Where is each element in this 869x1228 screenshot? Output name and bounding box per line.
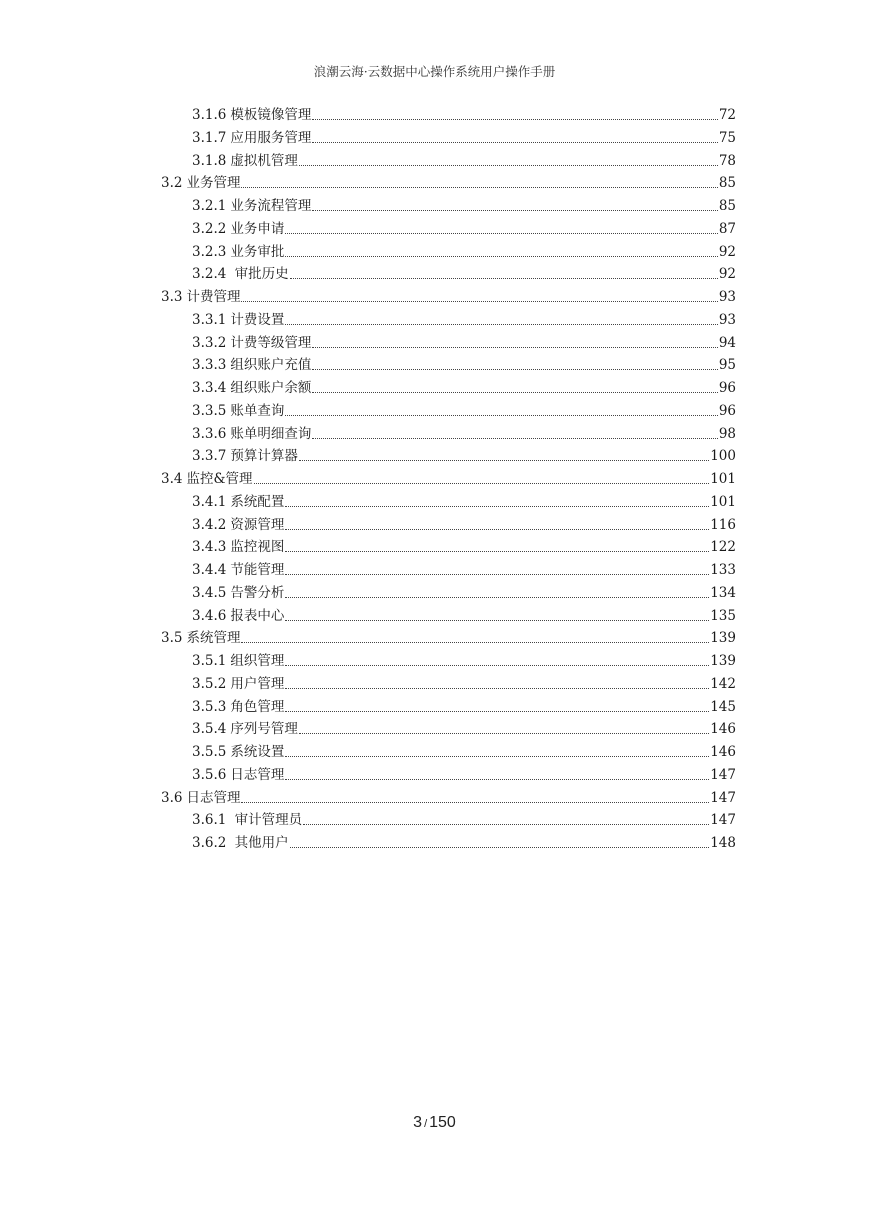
toc-entry-title: 系统设置 — [230, 744, 285, 760]
toc-entry-title: 节能管理 — [230, 562, 285, 578]
toc-entry-number: 3.5.3 — [192, 698, 227, 715]
toc-entry-title: 审批历史 — [230, 266, 289, 283]
toc-entry-page-number: 100 — [710, 448, 736, 465]
toc-entry-number: 3.3.6 — [192, 425, 227, 442]
toc-dot-leader — [299, 164, 718, 166]
toc-entry-page-number: 139 — [710, 653, 736, 669]
toc-dot-leader — [285, 664, 709, 666]
toc-entry-number: 3.2.1 — [192, 198, 227, 214]
toc-entry-number: 3.6.1 — [192, 812, 227, 829]
toc-entry[interactable] — [192, 242, 736, 262]
toc-entry-page-number: 75 — [718, 129, 736, 146]
toc-dot-leader — [312, 346, 717, 348]
toc-entry-title: 账单查询 — [230, 402, 285, 419]
toc-entry-page-number: 135 — [710, 607, 736, 624]
toc-entry[interactable] — [192, 128, 736, 148]
toc-entry-page-number: 93 — [718, 311, 736, 328]
toc-entry-title: 预算计算器 — [230, 448, 298, 465]
toc-dot-leader — [285, 414, 717, 416]
toc-entry-page-number: 146 — [710, 744, 736, 760]
page-number-footer — [0, 1114, 869, 1132]
toc-entry-page-number: 145 — [710, 698, 736, 715]
toc-entry-page-number: 85 — [718, 175, 736, 192]
toc-entry-number: 3.2 — [161, 175, 183, 192]
toc-entry-page-number: 142 — [710, 675, 736, 692]
toc-entry-page-number: 96 — [718, 402, 736, 419]
toc-entry-page-number: 78 — [718, 152, 736, 169]
toc-entry-page-number: 87 — [718, 220, 736, 237]
toc-dot-leader — [241, 641, 709, 643]
toc-entry-page-number: 95 — [718, 357, 736, 374]
toc-entry[interactable] — [192, 583, 736, 603]
toc-entry-title: 告警分析 — [230, 584, 285, 601]
toc-entry-page-number: 147 — [710, 812, 736, 829]
toc-dot-leader — [312, 118, 717, 120]
toc-dot-leader — [285, 596, 709, 598]
toc-entry-page-number: 92 — [718, 266, 736, 283]
toc-entry[interactable] — [192, 833, 736, 853]
toc-entry[interactable] — [192, 606, 736, 626]
toc-entry-number: 3.5.5 — [192, 744, 227, 760]
toc-dot-leader — [285, 619, 709, 621]
toc-dot-leader — [285, 323, 717, 325]
toc-entry-title: 计费设置 — [230, 311, 285, 328]
toc-entry[interactable] — [161, 173, 736, 193]
toc-entry-title: 业务管理 — [186, 175, 241, 192]
toc-dot-leader — [312, 209, 717, 211]
toc-entry-page-number: 134 — [710, 584, 736, 601]
toc-entry[interactable] — [192, 742, 736, 762]
current-page-number: 3 — [413, 1114, 423, 1131]
toc-entry-page-number: 94 — [718, 334, 736, 351]
toc-entry-page-number: 148 — [710, 835, 736, 851]
toc-entry-number: 3.3.3 — [192, 357, 227, 374]
toc-entry-number: 3.5.2 — [192, 675, 227, 692]
toc-entry[interactable] — [192, 515, 736, 535]
toc-entry[interactable] — [192, 310, 736, 330]
toc-entry-number: 3.6 — [161, 789, 183, 806]
toc-entry-number: 3.4.2 — [192, 516, 227, 533]
toc-entry-title: 计费等级管理 — [230, 334, 312, 351]
toc-entry[interactable] — [192, 651, 736, 671]
toc-entry-title: 监控视图 — [230, 539, 285, 556]
toc-entry-page-number: 72 — [718, 107, 736, 123]
toc-entry[interactable] — [161, 287, 736, 307]
toc-entry-title: 其他用户 — [230, 835, 289, 851]
toc-dot-leader — [285, 550, 709, 552]
toc-entry-title: 组织账户充值 — [230, 357, 312, 374]
toc-entry-title: 组织管理 — [230, 653, 285, 669]
toc-entry-number: 3.2.3 — [192, 243, 227, 260]
toc-entry-title: 模板镜像管理 — [230, 107, 312, 123]
toc-entry-number: 3.5 — [161, 630, 183, 647]
toc-entry-number: 3.4 — [161, 471, 183, 487]
toc-entry-page-number: 139 — [710, 630, 736, 647]
toc-dot-leader — [285, 505, 709, 507]
total-pages-number: 150 — [429, 1114, 456, 1131]
toc-dot-leader — [285, 232, 717, 234]
toc-entry[interactable] — [192, 719, 736, 739]
toc-entry[interactable] — [192, 560, 736, 580]
toc-entry-number: 3.2.2 — [192, 220, 227, 237]
toc-dot-leader — [285, 687, 709, 689]
toc-entry[interactable] — [192, 424, 736, 444]
toc-entry-title: 序列号管理 — [230, 721, 298, 738]
toc-entry-page-number: 101 — [710, 493, 736, 510]
toc-dot-leader — [241, 300, 717, 302]
toc-entry-title: 日志管理 — [186, 789, 241, 806]
page-number-separator: / — [424, 1118, 428, 1130]
toc-entry-number: 3.5.6 — [192, 766, 227, 783]
toc-entry-number: 3.2.4 — [192, 266, 227, 283]
toc-entry-number: 3.1.6 — [192, 107, 227, 123]
toc-dot-leader — [312, 391, 717, 393]
toc-entry-page-number: 96 — [718, 380, 736, 396]
toc-dot-leader — [290, 277, 718, 279]
toc-entry[interactable] — [192, 537, 736, 557]
toc-entry-page-number: 116 — [710, 516, 736, 533]
toc-entry-number: 3.1.8 — [192, 152, 227, 169]
toc-dot-leader — [312, 141, 717, 143]
toc-entry-number: 3.5.1 — [192, 653, 227, 669]
toc-dot-leader — [254, 482, 710, 484]
toc-entry-number: 3.3.7 — [192, 448, 227, 465]
toc-entry[interactable] — [192, 196, 736, 216]
toc-entry-title: 系统管理 — [186, 630, 241, 647]
running-header: 浪潮云海·云数据中心操作系统用户操作手册 — [313, 64, 556, 79]
toc-entry[interactable] — [192, 446, 736, 466]
toc-entry[interactable] — [192, 810, 736, 830]
toc-entry[interactable] — [192, 674, 736, 694]
toc-dot-leader — [312, 437, 717, 439]
toc-dot-leader — [285, 528, 709, 530]
toc-entry[interactable] — [192, 697, 736, 717]
toc-entry[interactable] — [192, 355, 736, 375]
toc-entry-number: 3.1.7 — [192, 129, 227, 146]
toc-entry-title: 资源管理 — [230, 516, 285, 533]
toc-entry-title: 业务流程管理 — [230, 198, 312, 214]
toc-entry[interactable] — [161, 788, 736, 808]
toc-dot-leader — [299, 459, 709, 461]
toc-entry-title: 虚拟机管理 — [230, 152, 298, 169]
toc-entry-title: 业务审批 — [230, 243, 285, 260]
toc-entry-number: 3.3 — [161, 289, 183, 305]
toc-entry-page-number: 133 — [710, 562, 736, 578]
toc-entry-page-number: 147 — [710, 766, 736, 783]
toc-entry-number: 3.4.6 — [192, 607, 227, 624]
toc-dot-leader — [285, 755, 709, 757]
toc-dot-leader — [299, 732, 709, 734]
toc-entry-number: 3.4.4 — [192, 562, 227, 578]
toc-entry-title: 报表中心 — [230, 607, 285, 624]
toc-entry-page-number: 122 — [710, 539, 736, 556]
toc-entry-number: 3.3.1 — [192, 311, 227, 328]
toc-entry[interactable] — [192, 492, 736, 512]
toc-dot-leader — [290, 846, 710, 848]
toc-entry-title: 系统配置 — [230, 493, 285, 510]
toc-entry[interactable] — [192, 264, 736, 284]
toc-entry-number: 3.3.4 — [192, 380, 227, 396]
toc-entry-number: 3.6.2 — [192, 835, 227, 851]
toc-entry[interactable] — [192, 219, 736, 239]
toc-entry-title: 账单明细查询 — [230, 425, 312, 442]
toc-entry[interactable] — [192, 151, 736, 171]
toc-entry-number: 3.3.2 — [192, 334, 227, 351]
toc-dot-leader — [312, 368, 717, 370]
toc-entry[interactable] — [192, 765, 736, 785]
toc-entry-number: 3.5.4 — [192, 721, 227, 738]
toc-entry-title: 业务申请 — [230, 220, 285, 237]
toc-entry-title: 计费管理 — [186, 289, 241, 305]
toc-entry-title: 角色管理 — [230, 698, 285, 715]
toc-dot-leader — [303, 823, 709, 825]
toc-entry-page-number: 147 — [710, 789, 736, 806]
toc-entry[interactable] — [192, 401, 736, 421]
toc-dot-leader — [285, 710, 709, 712]
toc-entry-page-number: 92 — [718, 243, 736, 260]
toc-entry-title: 监控&管理 — [186, 471, 253, 487]
toc-entry-title: 组织账户余额 — [230, 380, 312, 396]
toc-entry[interactable] — [192, 105, 736, 125]
toc-dot-leader — [285, 573, 709, 575]
toc-entry-title: 审计管理员 — [230, 812, 303, 829]
toc-entry-title: 用户管理 — [230, 675, 285, 692]
toc-entry-page-number: 98 — [718, 425, 736, 442]
toc-dot-leader — [285, 255, 717, 257]
toc-entry[interactable] — [161, 628, 736, 648]
toc-dot-leader — [285, 778, 709, 780]
toc-entry-page-number: 146 — [710, 721, 736, 738]
toc-entry-number: 3.4.5 — [192, 584, 227, 601]
toc-entry-title: 日志管理 — [230, 766, 285, 783]
toc-entry-page-number: 85 — [718, 198, 736, 214]
toc-dot-leader — [241, 186, 717, 188]
toc-entry-page-number: 101 — [710, 471, 736, 487]
toc-entry[interactable] — [161, 469, 736, 489]
toc-entry[interactable] — [192, 333, 736, 353]
toc-entry[interactable] — [192, 378, 736, 398]
toc-entry-number: 3.4.1 — [192, 493, 227, 510]
toc-entry-number: 3.4.3 — [192, 539, 227, 556]
toc-dot-leader — [241, 801, 709, 803]
toc-entry-page-number: 93 — [718, 289, 736, 305]
toc-entry-title: 应用服务管理 — [230, 129, 312, 146]
toc-entry-number: 3.3.5 — [192, 402, 227, 419]
